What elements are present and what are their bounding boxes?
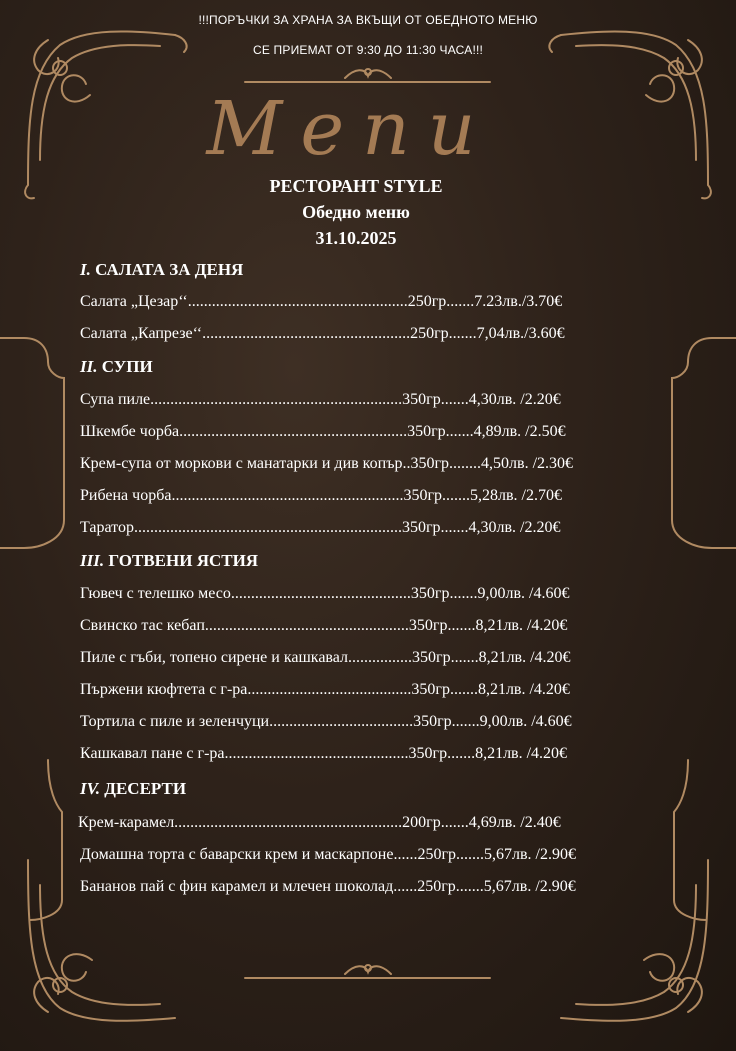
menu-item: Пържени кюфтета с г-ра.........................................350гр.......8,21лв. /4.20€ [80,681,570,698]
restaurant-name: РЕСТОРАНТ STYLE [269,176,443,196]
menu-item: Гювеч с телешко месо.............................................350гр.......9,00лв. /4.60€ [80,585,570,602]
section-number: III. [80,551,105,570]
section-title: ГОТВЕНИ ЯСТИЯ [108,551,259,570]
section-title: САЛАТА ЗА ДЕНЯ [95,260,244,279]
menu-item: Тортила с пиле и зеленчуци....................................350гр.......9,00лв. /4.60€ [80,713,572,730]
section-title: СУПИ [101,357,153,376]
menu-item: Салата „Цезар‘‘.......................................................250гр.......7.23лв./3.70€ [80,293,563,310]
corner-ornament-bottom-right [561,860,708,1021]
menu-item: Салата „Капрезе‘‘....................................................250гр.......7,04лв./3.60€ [80,325,565,342]
side-bracket-left [0,338,64,548]
top-divider [245,69,490,82]
side-bracket-right [672,338,736,548]
notice-line-1: !!!ПОРЪЧКИ ЗА ХРАНА ЗА ВКЪЩИ ОТ ОБЕДНОТО МЕНЮ [198,13,538,27]
menu-item: Бананов пай с фин карамел и млечен шоколад......250гр.......5,67лв. /2.90€ [80,878,576,895]
menu-item: Крем-карамел.........................................................200гр.......4,69лв. /2.40€ [78,814,561,831]
section-heading-desserts [80,779,186,799]
section-heading-cooked-dishes [80,551,258,571]
menu-item: Рибена чорба..........................................................350гр.......5,28лв. /2.70€ [80,487,562,504]
section-number: IV. [80,779,101,798]
notice-line-2: СЕ ПРИЕМАТ ОТ 9:30 ДО 11:30 ЧАСА!!! [252,43,484,57]
section-number: I. [80,260,91,279]
menu-date: 31.10.2025 [315,228,397,248]
side-flourish-right [674,760,706,920]
menu-item: Домашна торта с баварски крем и маскарпоне......250гр.......5,67лв. /2.90€ [80,846,576,863]
section-heading-soups [80,357,153,377]
menu-subtitle: Обедно меню [302,202,410,222]
section-heading-salads [80,260,243,280]
menu-item: Свинско тас кебап...................................................350гр.......8,21лв. /4.20€ [80,617,568,634]
section-number: II. [80,357,98,376]
menu-item: Кашкавал пане с г-ра..............................................350гр.......8,21лв. /4.20€ [80,745,568,762]
section-title: ДЕСЕРТИ [104,779,187,798]
bottom-divider [245,965,490,978]
side-flourish-left [30,760,62,920]
menu-item: Таратор...................................................................350гр.......4,30лв. /2.20€ [80,519,561,536]
menu-item: Крем-супа от моркови с манатарки и див копър..350гр........4,50лв. /2.30€ [80,455,574,472]
menu-item: Шкембе чорба.........................................................350гр.......4,89лв. /2.50€ [80,423,566,440]
menu-item: Супа пиле...............................................................350гр.......4,30лв. /2.20€ [80,391,561,408]
menu-script-title: Menu [206,86,494,172]
menu-item: Пиле с гъби, топено сирене и кашкавал................350гр.......8,21лв. /4.20€ [80,649,571,666]
